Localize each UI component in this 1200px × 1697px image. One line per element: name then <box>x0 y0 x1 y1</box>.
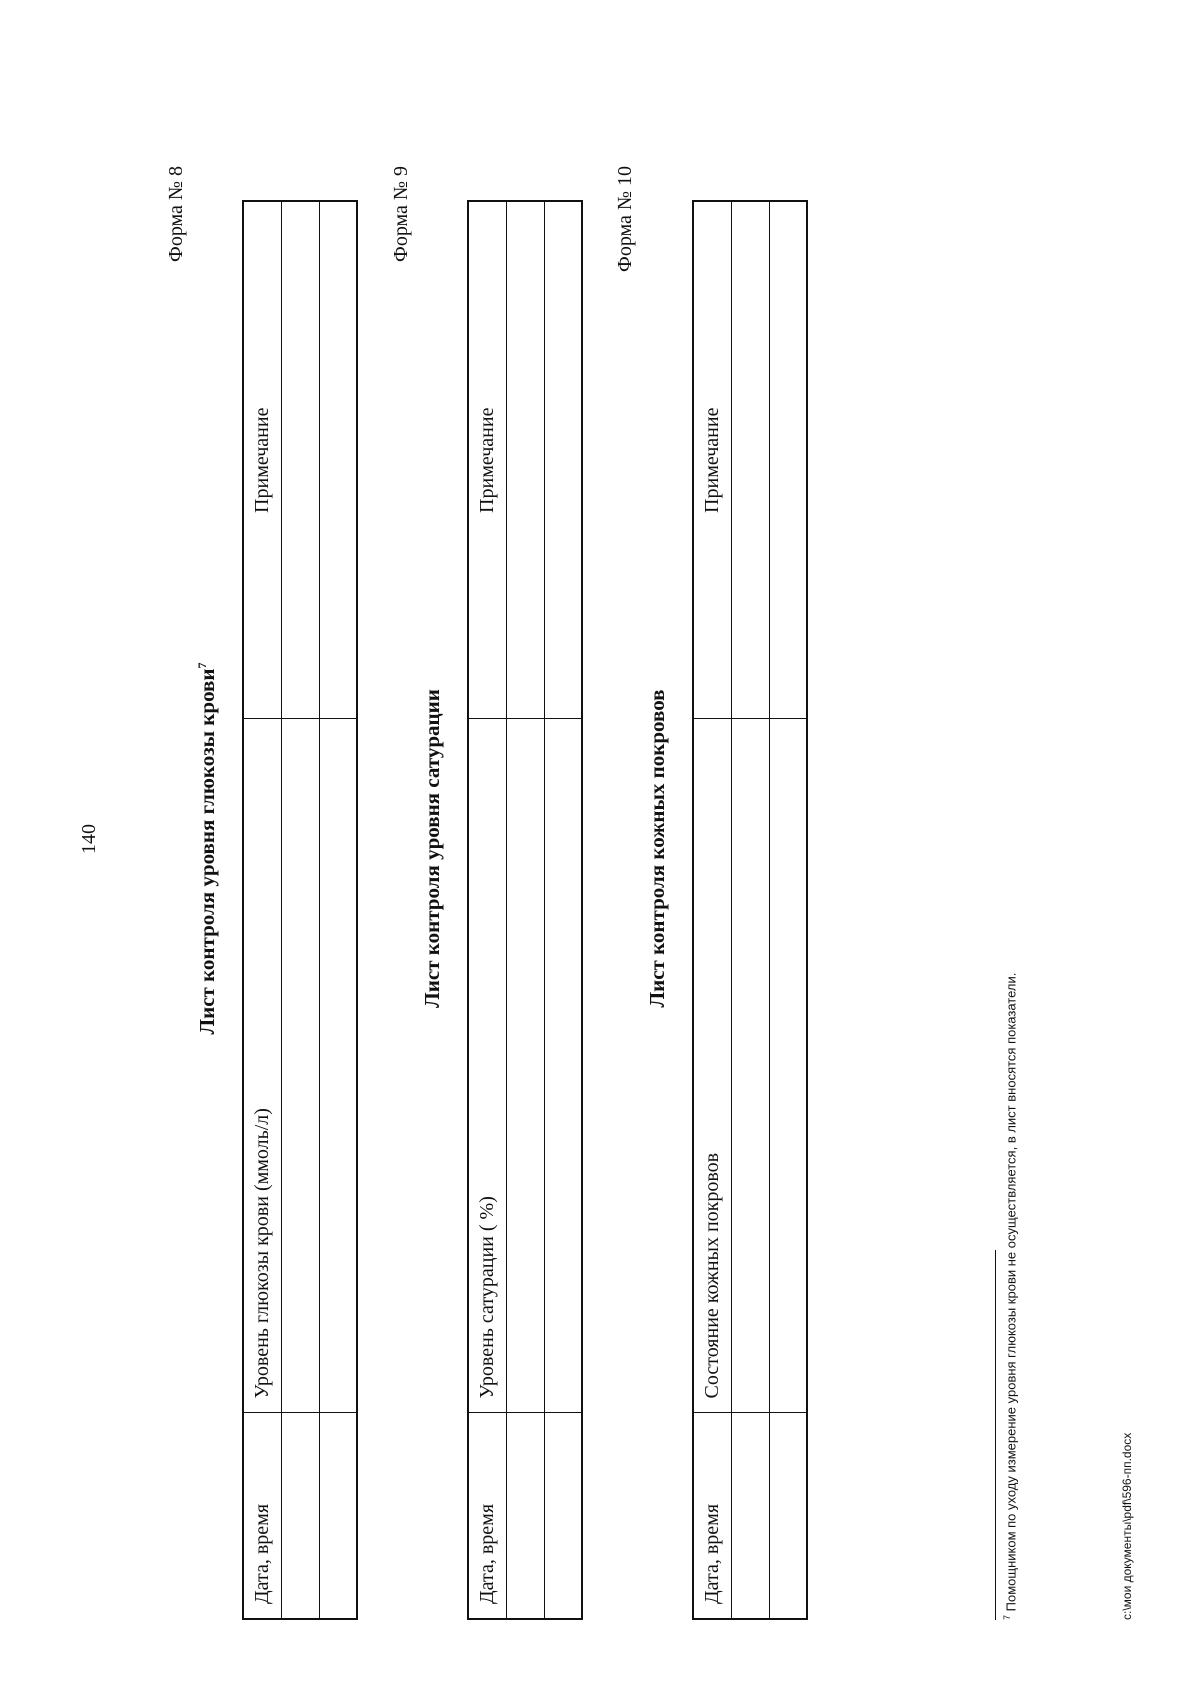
column-header-date: Дата, время <box>243 1413 281 1619</box>
table-cell[interactable] <box>506 201 544 719</box>
footnote-number: 7 <box>1002 1614 1012 1620</box>
skin-table <box>692 200 808 1620</box>
column-header-value: Состояние кожных покровов <box>693 719 731 1413</box>
column-header-date: Дата, время <box>468 1413 506 1619</box>
form-title-text: Лист контроля уровня глюкозы крови <box>195 668 219 1035</box>
table-cell[interactable] <box>731 719 769 1413</box>
table-header-row <box>468 201 506 1619</box>
table-cell[interactable] <box>544 201 582 719</box>
form-title-saturation: Лист контроля уровня сатурации <box>420 689 444 1008</box>
table-cell[interactable] <box>281 201 319 719</box>
saturation-table <box>467 200 583 1620</box>
table-row <box>281 201 319 1619</box>
page-number: 140 <box>78 824 100 854</box>
table-cell[interactable] <box>319 1413 357 1619</box>
table-row <box>506 201 544 1619</box>
column-header-note: Примечание <box>243 201 281 719</box>
table-cell[interactable] <box>544 719 582 1413</box>
column-header-note: Примечание <box>693 201 731 719</box>
footnote-mark: 7 <box>195 662 209 669</box>
footnote-text: Помощником по уходу измерение уровня глюкозы крови не осуществляется, в лист вносятся показатели. <box>1003 972 1019 1615</box>
form-title-glucose <box>195 0 220 1697</box>
table-cell[interactable] <box>506 1413 544 1619</box>
table-cell[interactable] <box>769 719 807 1413</box>
table-cell[interactable] <box>281 1413 319 1619</box>
table-header-row <box>243 201 281 1619</box>
form-label-8: Форма № 8 <box>165 166 187 262</box>
table-row <box>544 201 582 1619</box>
table-cell[interactable] <box>506 719 544 1413</box>
table-cell[interactable] <box>544 1413 582 1619</box>
table-row <box>769 201 807 1619</box>
column-header-value: Уровень глюкозы крови (ммоль/л) <box>243 719 281 1413</box>
file-path: c:\мои документы\pdf\596-пп.docx <box>1120 1432 1134 1620</box>
table-cell[interactable] <box>769 201 807 719</box>
table-cell[interactable] <box>281 719 319 1413</box>
table-cell[interactable] <box>769 1413 807 1619</box>
table-row <box>319 201 357 1619</box>
column-header-date: Дата, время <box>693 1413 731 1619</box>
glucose-table <box>242 200 358 1620</box>
column-header-value: Уровень сатурации ( %) <box>468 719 506 1413</box>
form-label-10: Форма № 10 <box>614 166 636 272</box>
form-title-skin: Лист контроля кожных покровов <box>645 689 669 1008</box>
column-header-note: Примечание <box>468 201 506 719</box>
table-cell[interactable] <box>319 719 357 1413</box>
form-label-9: Форма № 9 <box>390 166 412 262</box>
footnote <box>1002 973 1018 1620</box>
footnote-divider <box>995 1250 996 1620</box>
table-cell[interactable] <box>319 201 357 719</box>
table-header-row <box>693 201 731 1619</box>
table-cell[interactable] <box>731 1413 769 1619</box>
table-cell[interactable] <box>731 201 769 719</box>
table-row <box>731 201 769 1619</box>
